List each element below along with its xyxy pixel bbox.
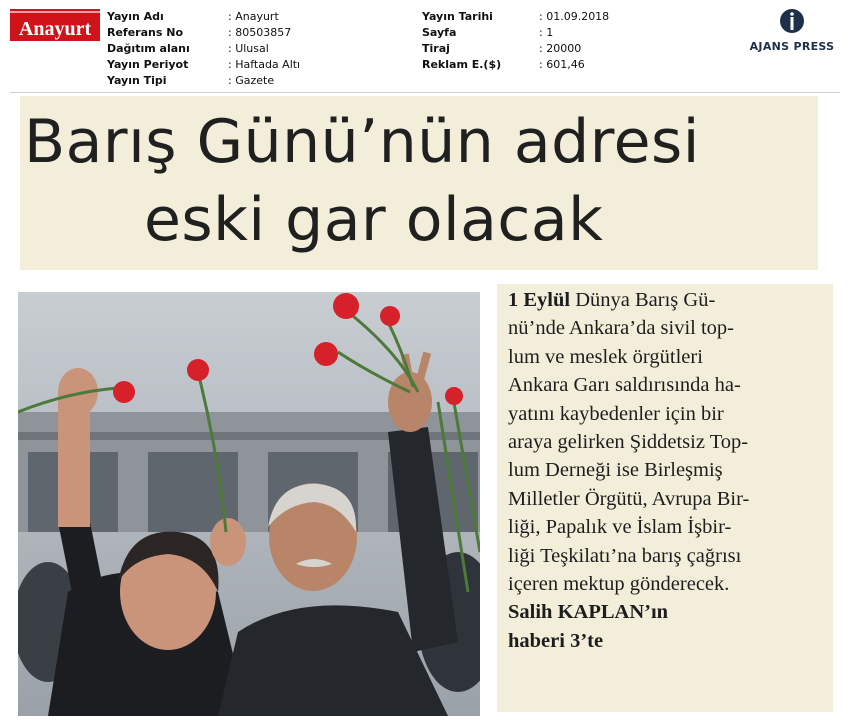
body-line: liği, Papalık ve İslam İşbir- [508, 516, 732, 539]
meta-row [422, 41, 609, 57]
meta-label: Sayfa [422, 26, 457, 39]
meta-label: Referans No [107, 26, 183, 39]
agency-logo [742, 8, 842, 53]
body-line: lum ve meslek örgütleri [508, 345, 703, 368]
agency-mark-icon [779, 8, 805, 34]
meta-value: : 601,46 [539, 58, 585, 71]
body-line: yatını kaybedenler için bir [508, 402, 724, 425]
meta-row [422, 9, 609, 25]
headline-line-2: eski gar olacak [144, 185, 604, 255]
agency-name: AJANS PRESS [749, 40, 835, 53]
meta-row [422, 57, 609, 73]
meta-label: Yayın Periyot [107, 58, 189, 71]
meta-value: : 20000 [539, 42, 582, 55]
meta-value: : 01.09.2018 [539, 10, 610, 23]
meta-label: Yayın Tarihi [422, 10, 493, 23]
meta-value: : Ulusal [228, 42, 269, 55]
logo-text: Anayurt [18, 18, 92, 40]
meta-row [422, 25, 609, 41]
meta-row [107, 73, 300, 89]
meta-value: : 80503857 [228, 26, 292, 39]
news-photo [18, 292, 480, 716]
meta-right [422, 9, 609, 73]
header-divider [10, 92, 840, 93]
meta-value: : 1 [539, 26, 554, 39]
headline-line-1: Barış Günü’nün adresi [24, 107, 700, 177]
body-line: araya gelirken Şiddetsiz Top- [508, 431, 749, 454]
meta-label: Dağıtım alanı [107, 42, 190, 55]
body-line: Milletler Örgütü, Avrupa Bir- [508, 487, 750, 510]
meta-row [107, 57, 300, 73]
byline-line-1: Salih KAPLAN’ın [508, 601, 669, 624]
body-line: nü’nde Ankara’da sivil top- [508, 317, 735, 340]
byline-line-2: haberi 3’te [508, 629, 604, 652]
body-line: liği Teşkilatı’na barış çağrısı [508, 544, 742, 567]
meta-label: Yayın Adı [107, 10, 164, 23]
body-line [508, 286, 830, 314]
meta-label: Tiraj [422, 42, 450, 55]
meta-value: : Gazete [228, 74, 275, 87]
meta-row [107, 41, 300, 57]
meta-left [107, 9, 300, 89]
anayurt-logo [10, 9, 100, 41]
meta-row [107, 25, 300, 41]
body-text: Dünya Barış Gü- [570, 289, 716, 311]
body-line: lum Derneği ise Birleşmiş [508, 459, 723, 482]
meta-label: Yayın Tipi [107, 74, 167, 87]
meta-label: Reklam E.($) [422, 58, 502, 71]
body-line: Ankara Garı saldırısında ha- [508, 374, 741, 397]
article-body [508, 286, 830, 655]
meta-row [107, 9, 300, 25]
meta-value: : Anayurt [228, 10, 279, 23]
body-line: içeren mektup gönderecek. [508, 573, 730, 596]
body-lead: 1 Eylül [508, 289, 571, 311]
headline-box [20, 96, 818, 270]
meta-value: : Haftada Altı [228, 58, 301, 71]
